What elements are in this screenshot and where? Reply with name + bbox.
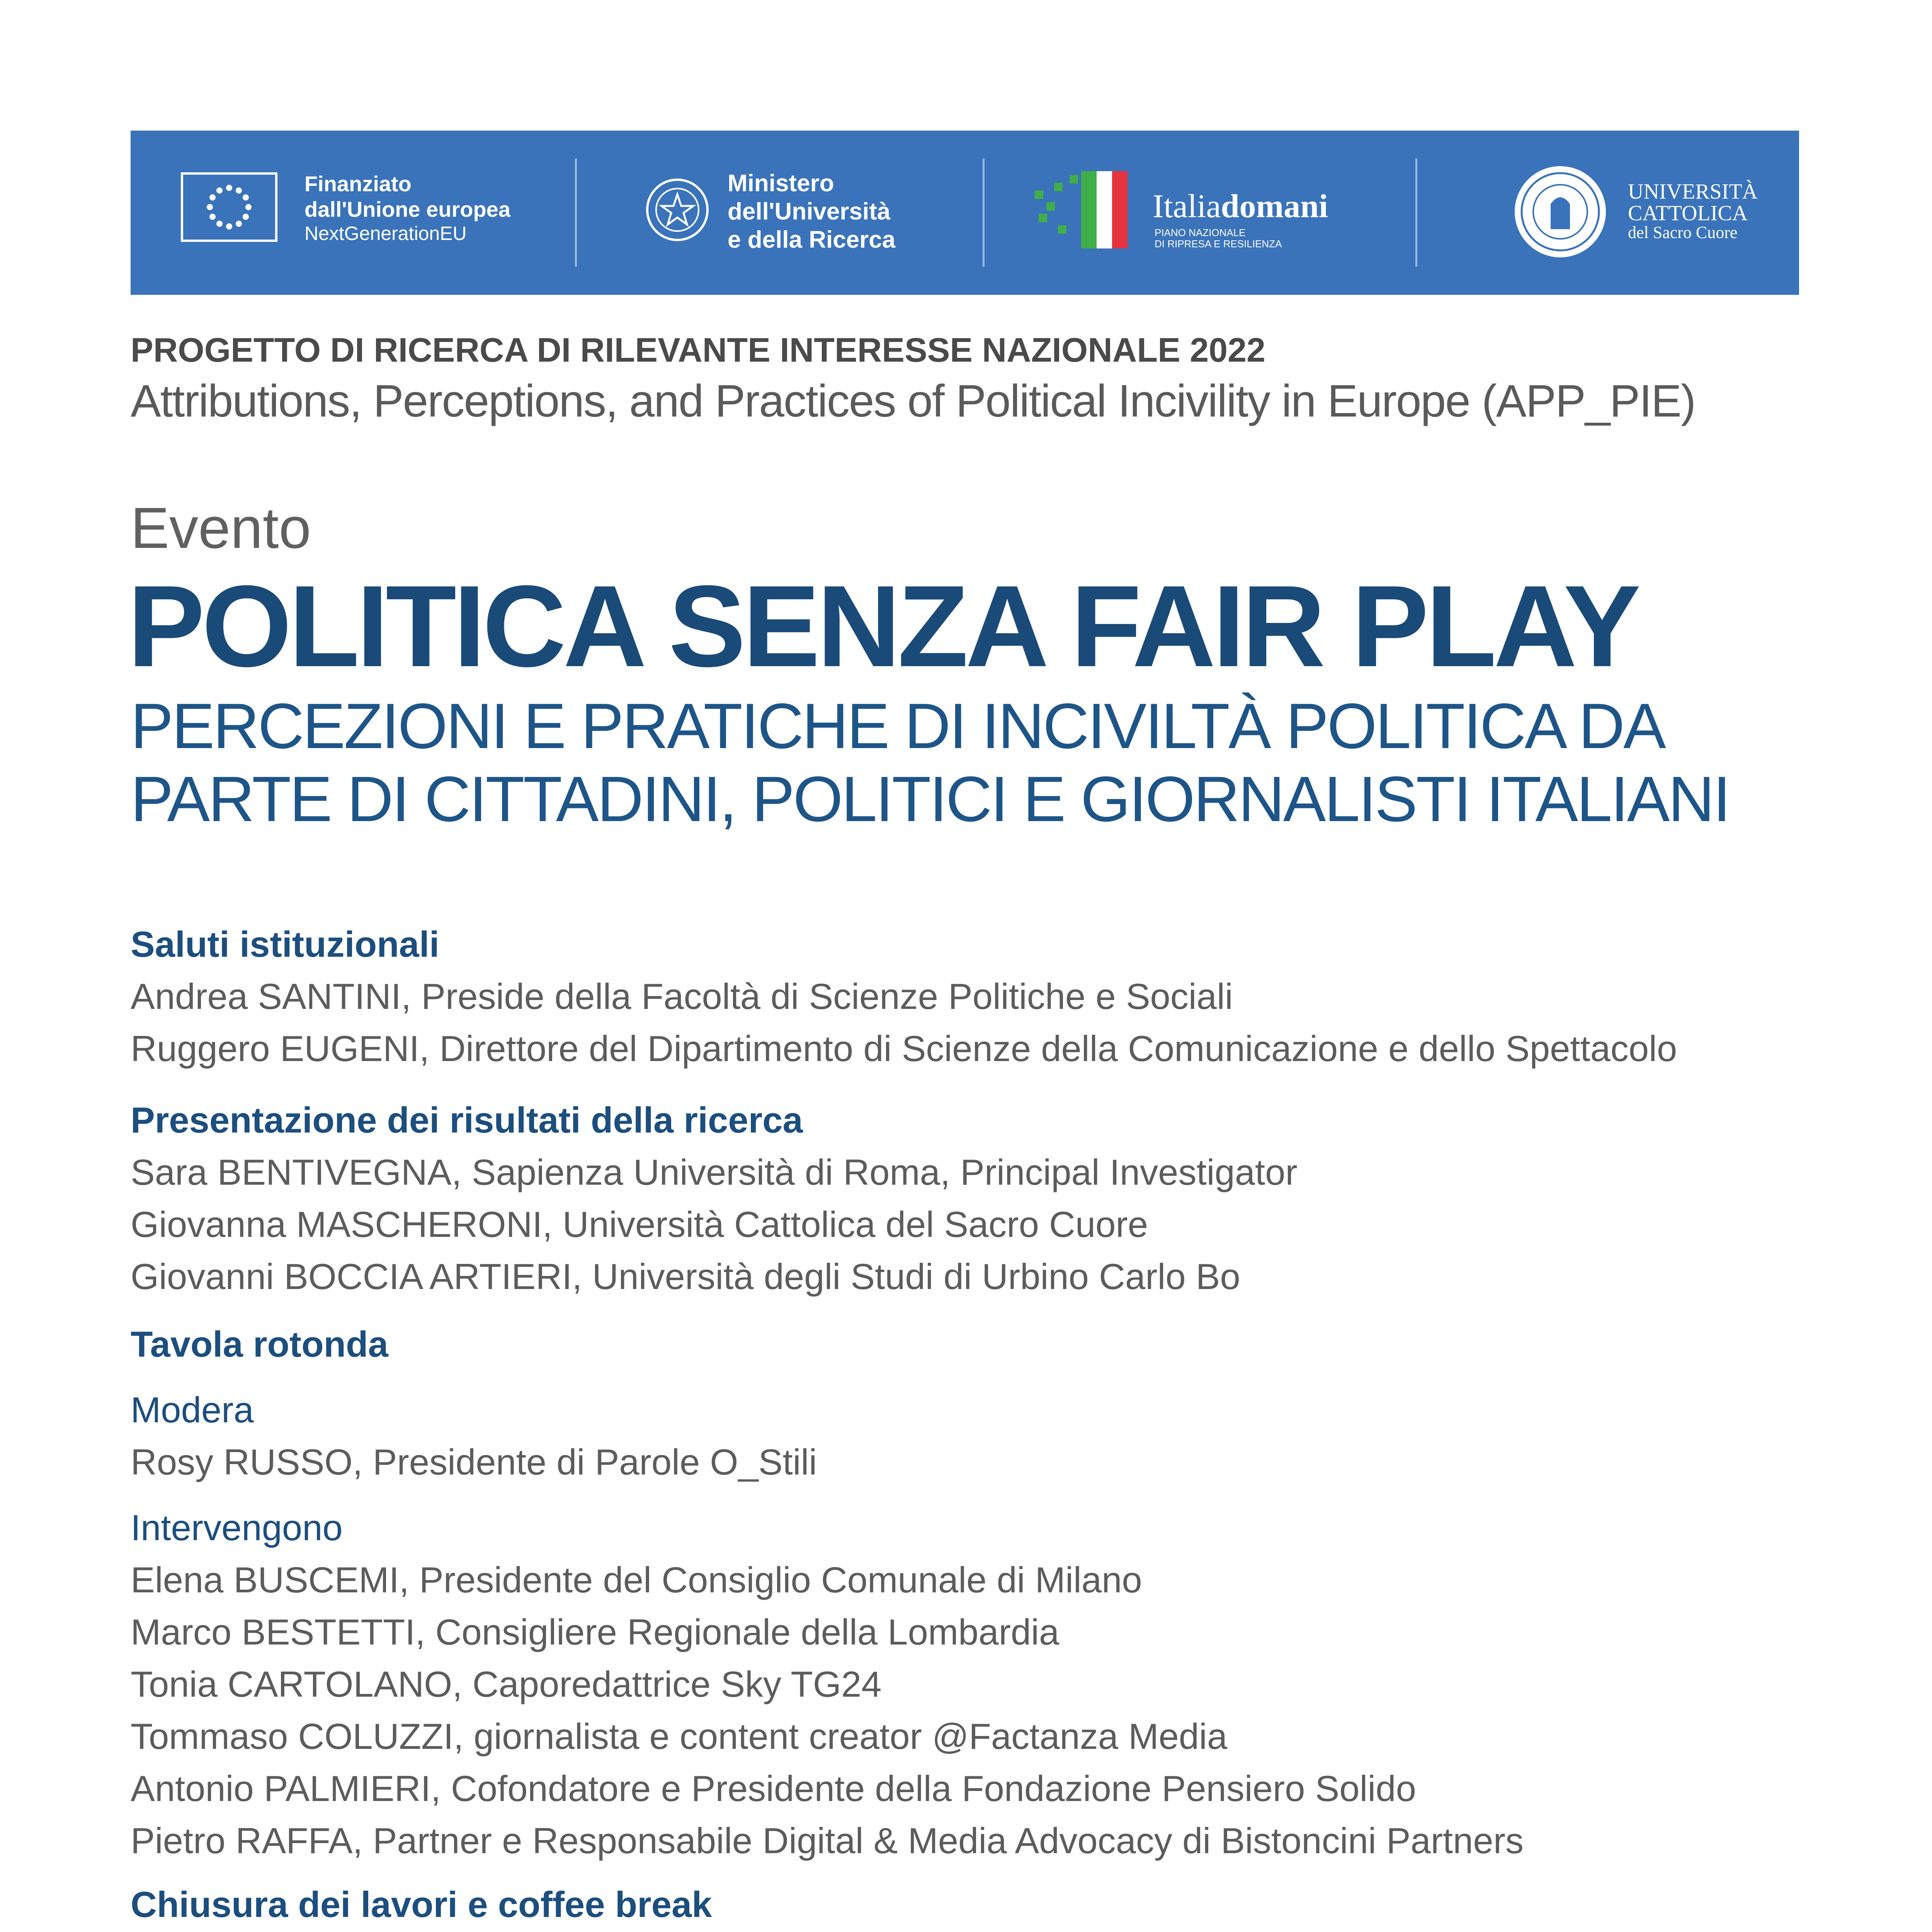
funding-banner xyxy=(131,131,1799,295)
cattolica-text xyxy=(1628,181,1758,241)
eu-line1: Finanziato xyxy=(304,172,412,196)
banner-divider xyxy=(1415,158,1417,267)
program-line: Tonia CARTOLANO, Caporedattrice Sky TG24 xyxy=(131,1664,882,1704)
program-line: Tommaso COLUZZI, giornalista e content creator @Factanza Media xyxy=(131,1716,1228,1757)
section-modera-heading: Modera xyxy=(131,1389,254,1430)
italiadomani-brand xyxy=(1153,187,1328,226)
project-subtitle: Attributions, Perceptions, and Practices of Political Incivility in Europe (APP_PIE) xyxy=(131,376,1696,427)
event-subtitle-line1: PERCEZIONI E PRATICHE DI INCIVILTÀ POLITICA DA xyxy=(131,690,1665,762)
italiadomani-brand-b: domani xyxy=(1221,187,1328,224)
program-line: Sara BENTIVEGNA, Sapienza Università di Roma, Principal Investigator xyxy=(131,1152,1298,1192)
prin-title: PROGETTO DI RICERCA DI RILEVANTE INTERESSE NAZIONALE 2022 xyxy=(131,331,1265,369)
program-line: Ruggero EUGENI, Direttore del Dipartimento di Scienze della Comunicazione e dello Spettacolo xyxy=(131,1028,1677,1069)
program-line: Marco BESTETTI, Consigliere Regionale della Lombardia xyxy=(131,1612,1060,1652)
program-line: Giovanna MASCHERONI, Università Cattolica del Sacro Cuore xyxy=(131,1204,1148,1245)
italian-emblem-icon xyxy=(645,175,710,245)
italiadomani-tag2: DI RIPRESA E RESILIENZA xyxy=(1155,238,1282,250)
cattolica-line1: UNIVERSITÀ xyxy=(1628,180,1758,204)
program-line: Rosy RUSSO, Presidente di Parole O_Stili xyxy=(131,1442,817,1482)
banner-divider xyxy=(983,158,985,267)
program-line: Andrea SANTINI, Preside della Facoltà di Scienze Politiche e Sociali xyxy=(131,976,1233,1017)
section-tavola-heading: Tavola rotonda xyxy=(131,1324,388,1364)
italiadomani-tagline xyxy=(1155,227,1282,249)
ministry-line3: e della Ricerca xyxy=(728,226,896,253)
eu-flag-icon xyxy=(181,172,277,242)
ministry-line2: dell'Università xyxy=(728,198,891,225)
italiadomani-logo-icon xyxy=(1035,167,1135,256)
banner-divider xyxy=(575,158,577,267)
ministry-text xyxy=(728,169,895,254)
section-chiusura-heading: Chiusura dei lavori e coffee break xyxy=(131,1884,712,1925)
eu-funding-text xyxy=(304,171,510,245)
cattolica-seal-icon xyxy=(1512,163,1609,260)
program-line: Elena BUSCEMI, Presidente del Consiglio Comunale di Milano xyxy=(131,1560,1142,1600)
section-presentazione-heading: Presentazione dei risultati della ricerca xyxy=(131,1100,803,1140)
program-line: Giovanni BOCCIA ARTIERI, Università degli Studi di Urbino Carlo Bo xyxy=(131,1256,1240,1297)
cattolica-line3: del Sacro Cuore xyxy=(1628,223,1738,242)
italiadomani-tag1: PIANO NAZIONALE xyxy=(1155,227,1246,238)
event-subtitle xyxy=(131,690,1729,836)
section-intervengono-heading: Intervengono xyxy=(131,1507,343,1548)
ministry-line1: Ministero xyxy=(728,170,834,197)
italiadomani-brand-a: Italia xyxy=(1153,187,1221,224)
event-title: POLITICA SENZA FAIR PLAY xyxy=(128,561,1638,691)
program-line: Antonio PALMIERI, Cofondatore e Presidente della Fondazione Pensiero Solido xyxy=(131,1768,1416,1809)
eu-line3: NextGenerationEU xyxy=(304,223,467,245)
program-line: Pietro RAFFA, Partner e Responsabile Digital & Media Advocacy di Bistoncini Partners xyxy=(131,1820,1524,1861)
section-saluti-heading: Saluti istituzionali xyxy=(131,924,440,964)
cattolica-line2: CATTOLICA xyxy=(1628,201,1748,225)
eu-line2: dall'Unione europea xyxy=(304,197,510,222)
event-subtitle-line2: PARTE DI CITTADINI, POLITICI E GIORNALISTI ITALIANI xyxy=(131,764,1730,835)
event-label: Evento xyxy=(131,495,311,560)
